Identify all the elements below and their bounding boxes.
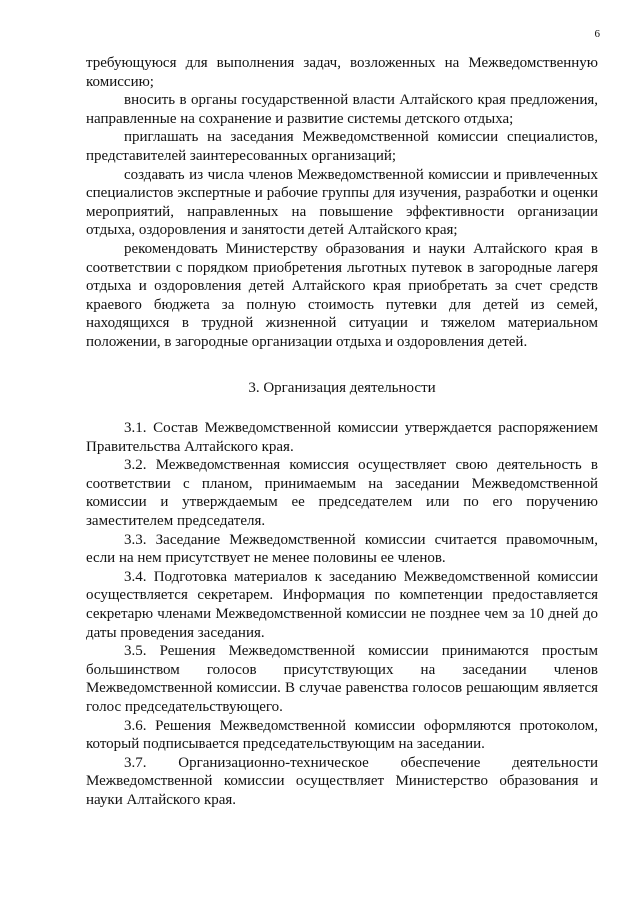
clause-3-5: 3.5. Решения Межведомственной комиссии принимаются простым большинством голосов присутствующих на заседании членов Межведомственной комиссии. В случае равенства голосов решающим является голос председательствующего. bbox=[86, 643, 598, 715]
paragraph-right-invite: приглашать на заседания Межведомственной комиссии специалистов, представителей заинтересованных организаций; bbox=[86, 129, 598, 164]
clause-3-7: 3.7. Организационно-техническое обеспечение деятельности Межведомственной комиссии осуществляет Министерство образования и науки Алтайского края. bbox=[86, 754, 598, 808]
page-number: 6 bbox=[594, 28, 600, 40]
clause-3-1: 3.1. Состав Межведомственной комиссии утверждается распоряжением Правительства Алтайского края. bbox=[86, 420, 598, 455]
section-heading: 3. Организация деятельности bbox=[248, 379, 436, 396]
paragraph-right-groups: создавать из числа членов Межведомственной комиссии и привлеченных специалистов экспертные и рабочие группы для изучения, разработки и оценки мероприятий, направленных на повышение эффективности организации отдыха, оздоровления и занятости детей Алтайского края; bbox=[86, 166, 598, 239]
clause-3-3: 3.3. Заседание Межведомственной комиссии считается правомочным, если на нем присутствует не менее половины ее членов. bbox=[86, 531, 598, 567]
clause-3-6: 3.6. Решения Межведомственной комиссии оформляются протоколом, который подписывается председательствующим на заседании. bbox=[86, 717, 598, 753]
clause-3-4: 3.4. Подготовка материалов к заседанию Межведомственной комиссии осуществляется секретарем. Информация по компетенции предоставляется секретарю членами Межведомственной комиссии не позднее чем за 10 дней до даты проведения заседания. bbox=[86, 568, 598, 641]
paragraph-right-proposals: вносить в органы государственной власти Алтайского края предложения, направленные на сохранение и развитие системы детского отдыха; bbox=[86, 92, 598, 127]
clause-3-2: 3.2. Межведомственная комиссия осуществляет свою деятельность в соответствии с планом, принимаемым на заседании Межведомственной комиссии и утверждаемым ее председателем или по его поручению заместителем председателя. bbox=[86, 457, 598, 530]
document-body bbox=[86, 54, 598, 810]
paragraph-right-recommend: рекомендовать Министерству образования и науки Алтайского края в соответствии с порядком приобретения льготных путевок в загородные лагеря отдыха и оздоровления детей Алтайского края приобретать за счет средств краевого бюджета за полную стоимость путевки для детей из семей, находящихся в трудной жизненной ситуации и тяжелом материальном положении, в загородные организации отдыха и оздоровления детей. bbox=[86, 240, 598, 350]
paragraph-continuation: требующуюся для выполнения задач, возложенных на Межведомственную комиссию; bbox=[86, 55, 598, 90]
